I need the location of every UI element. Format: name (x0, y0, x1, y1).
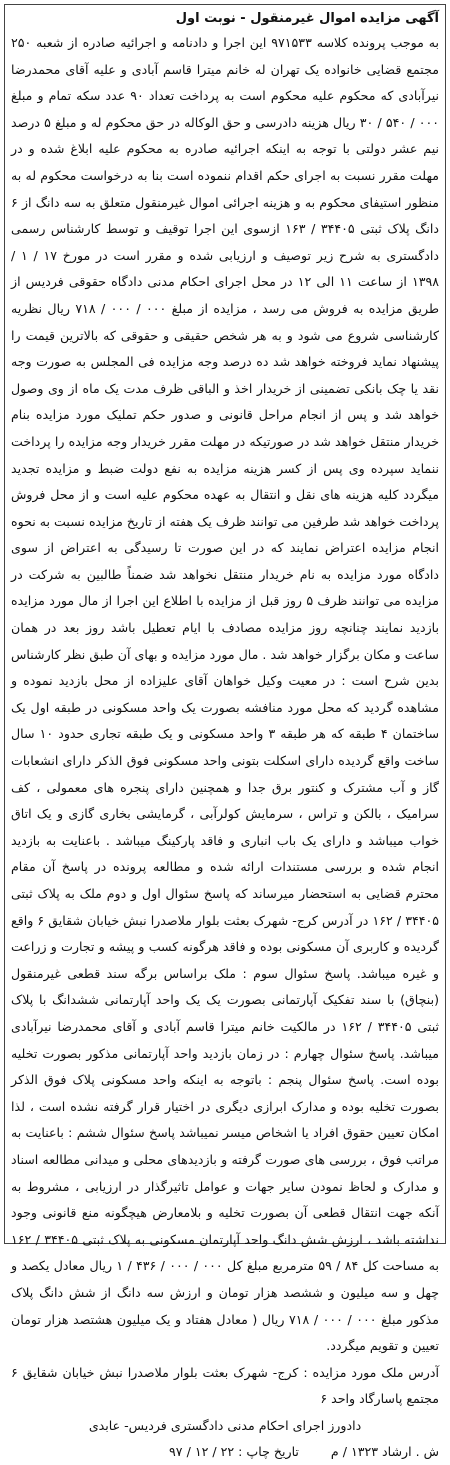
print-date: تاریخ چاپ : ۲۲ / ۱۲ / ۹۷ (169, 1443, 299, 1459)
notice-body: به موجب پرونده کلاسه ۹۷۱۵۳۳ این اجرا و دادنامه و اجرائیه صادره از شعبه ۲۵۰ مجتمع قضایی خانواده یک تهران له خانم میترا قاسم آبادی و علیه آقای محمدرضا نیرآبادی که محکوم علیه محکوم است به پرداخت تعداد ۹۰ عدد سکه تمام و مبلغ ۰۰۰ / ۵۴۰ / ۳۰ ریال هزینه دادرسی و حق الوکاله در حق محکوم له و مبلغ ۵ درصد نیم عشر دولتی با توجه به اینکه اجرائیه صادره به محکوم علیه ابلاغ شده و در مهلت مقرر نسبت به اجرای حکم اقدام ننموده است بنا به درخواست محکوم له به منظور استیفای محکوم به و هزینه اجرائی اموال غیرمنقول متعلق به سه دانگ از ۶ دانگ پلاک ثبتی ۳۴۴۰۵ / ۱۶۳ ازسوی این اجرا توقیف و توسط کارشناس رسمی دادگستری به شرح زیر توصیف و ارزیابی شده و مقرر است در مورخ ۱۷ / ۱ / ۱۳۹۸ از ساعت ۱۱ الی ۱۲ در محل اجرای احکام مدنی دادگاه حقوقی فردیس از طریق مزایده به فروش می رسد ، مزایده از مبلغ ۰۰۰ / ۰۰۰ / ۷۱۸ ریال نظریه کارشناسی شروع می شود و به هر شخص حقیقی و حقوقی که بالاترین قیمت را پیشنهاد نماید فروخته خواهد شد ده درصد وجه مزایده فی المجلس به صورت وجه نقد یا چک بانکی تضمینی از خریدار اخذ و الباقی ظرف مدت یک ماه از وی وصول خواهد شد و پس از انجام مراحل قانونی و صدور حکم تملیک مورد مزایده بنام خریدار منتقل خواهد شد در صورتیکه در مهلت مقرر خریدار وجه مزایده را پرداخت ننماید سپرده وی پس از کسر هزینه مزایده به نفع دولت ضبط و مزایده تجدید میگردد کلیه هزینه های نقل و انتقال به عهده محکوم علیه است و از محل فروش پرداخت خواهد شد طرفین می توانند ظرف یک هفته از تاریخ مزایده نسبت به نحوه انجام مزایده اعتراض نمایند که در این صورت تا رسیدگی به اعتراض از سوی دادگاه مورد مزایده به نام خریدار منتقل نخواهد شد ضمناً طالبین به شرکت در مزایده می توانند ظرف ۵ روز قبل از مزایده با اطلاع این اجرا از مال مورد مزایده بازدید نمایند چنانچه روز مزایده مصادف با ایام تعطیل باشد روز بعد در همان ساعت و مکان برگزار خواهد شد . مال مورد مزایده و بهای آن طبق نظر کارشناس بدین شرح است : در معیت وکیل خواهان آقای علیزاده از محل بازدید نموده و مشاهده گردید که محل مورد منافشه بصورت یک واحد مسکونی در طبقه اول یک ساختمان ۴ طبقه که هر طبقه ۳ واحد مسکونی و یک طبقه تجاری حدود ۱۰ سال ساخت واقع گردیده دارای اسکلت بتونی واحد مسکونی فوق الذکر دارای انشعابات گاز و آب مشترک و کنتور برق جدا و همچنین دارای پنجره های معمولی ، کف سرامیک ، بالکن و تراس ، سرمایش کولرآبی ، گرمایشی بخاری گازی و یک اتاق خواب میباشد و دارای یک باب انباری و فاقد پارکینگ میباشد . باعنایت به بازدید انجام شده و بررسی مستندات ارائه شده و مطالعه پرونده در پاسخ آن مقام محترم قضایی به استحضار میرساند که پاسخ سئوال اول و دوم ملک به پلاک ثبتی ۳۴۴۰۵ / ۱۶۲ در آدرس کرج- شهرک بعثت بلوار ملاصدرا نبش خیابان شقایق ۶ واقع گردیده و کاربری آن مسکونی بوده و فاقد هرگونه کسب و پیشه و تجارت و زراعت و غیره میباشد. پاسخ سئوال سوم : ملک براساس برگه سند قطعی غیرمنقول (بنچاق) با سند تفکیک آپارتمانی بصورت یک یک واحد آپارتمانی ششدانگ با پلاک ثبتی ۳۴۴۰۵ / ۱۶۲ در مالکیت خانم میترا قاسم آبادی و آقای محمدرضا نیرآبادی میباشد. پاسخ سئوال چهارم : در زمان بازدید واحد آپارتمانی مذکور بصورت تخلیه بوده است. پاسخ سئوال پنجم : باتوجه به اینکه واحد مسکونی پلاک فوق الذکر بصورت تخلیه بوده و مدارک ابرازی دیگری در اختیار قرار گرفته نشده است ، لذا امکان تعیین حقوق افراد یا اشخاص میسر نمیباشد پاسخ سئوال ششم : باعنایت به مراتب فوق ، بررسی های صورت گرفته و بازدیدهای محلی و میدانی مطالعه اسناد و مدارک و لحاظ نمودن سایر جهات و عوامل تاثیرگذار در ارزیابی ، مشروط به آنکه جهت انتقال قطعی آن بصورت تخلیه و بلامعارض هیچگونه منع قانونی وجود نداشته باشد ، ارزش شش دانگ واحد آپارتمان مسکونی به پلاک ثبتی ۳۴۴۰۵ / ۱۶۲ به مساحت کل ۸۴ / ۵۹ مترمربع مبلغ کل ۰۰۰ / ۰۰۰ / ۴۳۶ / ۱ ریال معادل یکصد و چهل و سه میلیون و ششصد هزار تومان و ارزش سه دانگ از شش دانگ پلاک مذکور مبلغ ۰۰۰ / ۰۰۰ / ۷۱۸ ریال ( معادل هفتاد و یک میلیون هشتصد هزار تومان تعیین و تقویم میگردد. (11, 35, 440, 1354)
notice-title: آگهی مزایده اموال غیرمنقول - نوبت اول (175, 11, 439, 26)
issuer-signature: دادورز اجرای احکام مدنی دادگستری فردیس- عابدی (88, 1417, 362, 1433)
auction-notice (4, 4, 446, 1459)
registration-number: ش . ارشاد ۱۳۲۳ / م (330, 1443, 439, 1459)
property-address: آدرس ملک مورد مزایده : کرج- شهرک بعثت بلوار ملاصدرا نبش خیابان شقایق ۶ مجتمع پاسارگاد واحد ۶ (11, 1364, 439, 1407)
notice-footer (11, 1439, 439, 1465)
